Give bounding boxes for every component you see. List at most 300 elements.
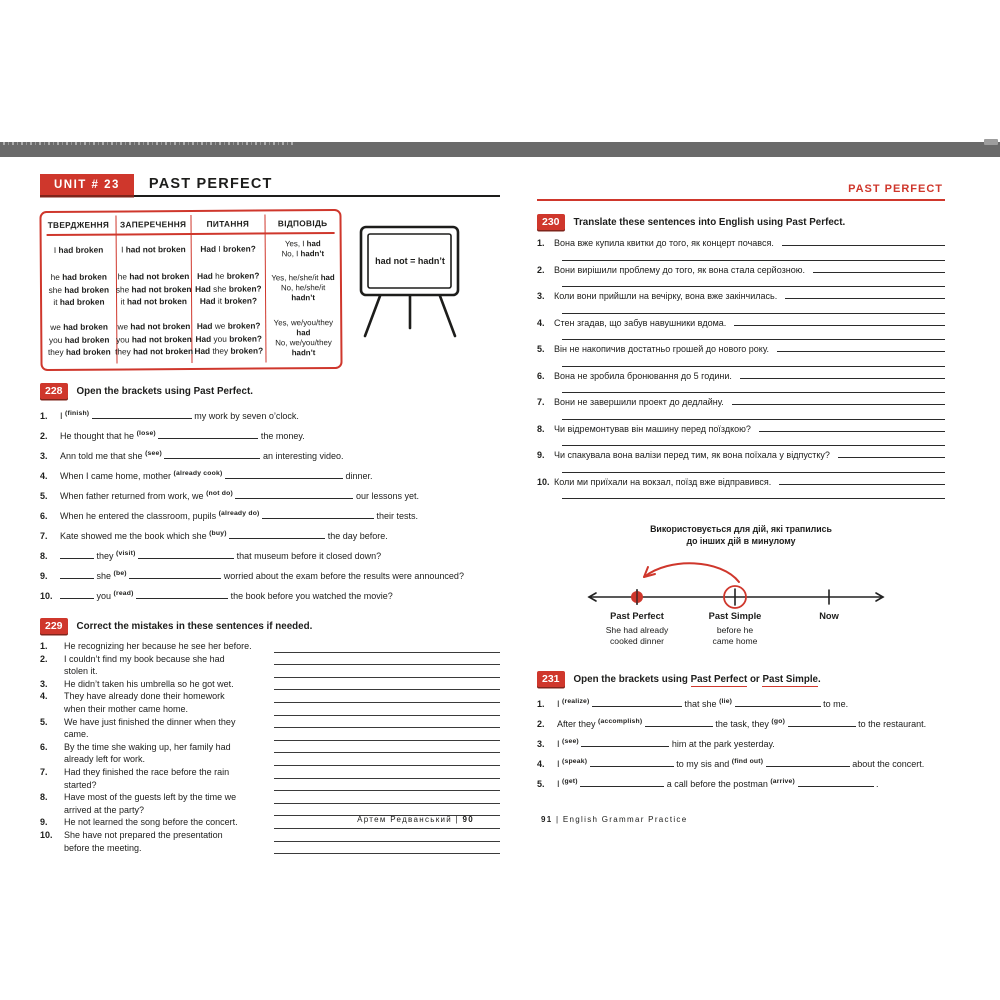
item-text: Коли ми приїхали на вокзал, поїзд вже відправився. bbox=[554, 476, 772, 487]
item-text: you bbox=[94, 591, 114, 601]
item-number: 8. bbox=[537, 423, 545, 434]
exercise-number-badge: 230 bbox=[537, 214, 565, 230]
answer-blank bbox=[788, 718, 856, 727]
verb-hint: (realize) bbox=[562, 698, 590, 705]
item-number: 8. bbox=[40, 792, 48, 803]
item-number: 9. bbox=[537, 450, 545, 460]
answer-blank-line bbox=[274, 716, 500, 729]
exercise-item bbox=[40, 525, 500, 545]
board-text: had not = hadn’t bbox=[375, 256, 445, 266]
item-number: 7. bbox=[537, 397, 545, 407]
exercise-number-badge: 231 bbox=[537, 671, 565, 687]
answer-blank bbox=[138, 550, 234, 559]
answer-blank bbox=[813, 263, 945, 273]
answer-blank-line bbox=[274, 728, 500, 741]
verb-hint: (get) bbox=[562, 778, 578, 785]
table-cell: I had broken bbox=[53, 244, 104, 256]
grammar-table-column bbox=[116, 215, 192, 364]
verb-hint: (speak) bbox=[562, 758, 588, 765]
item-text: I bbox=[557, 739, 563, 749]
exercise-item bbox=[537, 773, 945, 793]
exercise-item bbox=[40, 445, 500, 465]
table-header-cell: ЗАПЕРЕЧЕННЯ bbox=[119, 219, 187, 230]
table-cell: we had not broken bbox=[117, 321, 191, 332]
table-cell: it had broken bbox=[53, 296, 105, 308]
item-row bbox=[537, 448, 945, 462]
table-group bbox=[44, 268, 114, 312]
answer-blank bbox=[740, 369, 945, 379]
board-leg-right bbox=[440, 296, 455, 336]
answer-blank bbox=[580, 778, 664, 787]
exercise-item bbox=[40, 465, 500, 485]
answer-blank bbox=[129, 570, 221, 579]
timeline-label-title: Past Perfect bbox=[610, 611, 664, 621]
exercise-item bbox=[537, 713, 945, 733]
timeline-label bbox=[606, 611, 669, 646]
exercise-item bbox=[40, 425, 500, 445]
answer-blank-line bbox=[562, 250, 945, 261]
answer-blank-line bbox=[274, 791, 500, 804]
answer-blank bbox=[779, 475, 945, 485]
table-cell: it had not broken bbox=[120, 296, 187, 307]
exercise-item bbox=[40, 829, 500, 854]
answer-blank bbox=[590, 758, 674, 767]
item-text: Вони не завершили проект до дедлайну. bbox=[554, 397, 724, 407]
timeline-label bbox=[819, 611, 839, 621]
left-page bbox=[40, 158, 500, 858]
item-text: Have most of the guests left by the time we arrived at the party? bbox=[64, 792, 237, 815]
table-cell: they had broken bbox=[47, 346, 111, 358]
item-number: 2. bbox=[40, 431, 48, 441]
item-row bbox=[537, 395, 945, 409]
exercise-item bbox=[40, 405, 500, 425]
answer-blank-line bbox=[274, 653, 500, 666]
item-number: 9. bbox=[40, 817, 48, 828]
item-text: By the time she waking up, her family had already left for work. bbox=[64, 741, 231, 765]
item-text: He recognizing her because he see her before. bbox=[64, 641, 252, 651]
viewer-top-bar bbox=[0, 142, 1000, 157]
item-text: He didn’t taken his umbrella so he got wet. bbox=[64, 678, 234, 689]
answer-blank bbox=[735, 698, 821, 707]
page-title: PAST PERFECT bbox=[148, 176, 273, 192]
table-header-cell: ВІДПОВІДЬ bbox=[277, 218, 328, 229]
footer-author: Артем Редванський | bbox=[357, 815, 463, 824]
item-number: 6. bbox=[40, 741, 48, 752]
verb-hint: (not do) bbox=[206, 490, 233, 497]
exercise-item bbox=[40, 585, 500, 605]
table-cell: No, we/you/they bbox=[275, 338, 332, 348]
exercise-item bbox=[537, 236, 945, 261]
table-cell: Had he broken? bbox=[197, 270, 260, 282]
answer-blank-line bbox=[562, 409, 945, 420]
item-row bbox=[537, 263, 945, 277]
answer-lines bbox=[274, 653, 500, 678]
answer-blank bbox=[734, 316, 945, 326]
table-group bbox=[268, 235, 338, 262]
table-group bbox=[193, 235, 263, 262]
item-text: I bbox=[557, 759, 563, 769]
answer-blank bbox=[225, 470, 343, 479]
table-cell: Had she broken? bbox=[195, 283, 262, 294]
item-number: 3. bbox=[40, 451, 48, 461]
item-text: to me. bbox=[820, 699, 849, 709]
exercise-item bbox=[40, 766, 500, 791]
item-row bbox=[537, 316, 945, 330]
timeline-graphic bbox=[581, 555, 891, 611]
item-number: 2. bbox=[537, 264, 545, 275]
board-leg-left bbox=[365, 296, 380, 336]
table-header-cell: ТВЕРДЖЕННЯ bbox=[47, 219, 110, 230]
item-text: him at the park yesterday. bbox=[669, 739, 775, 749]
right-page-footer bbox=[541, 815, 687, 824]
item-number: 10. bbox=[40, 829, 53, 840]
item-text: Ann told me that she bbox=[60, 451, 146, 461]
grammar-table-column bbox=[41, 216, 117, 365]
item-row bbox=[537, 236, 945, 250]
timeline-label-title: Now bbox=[819, 611, 839, 621]
verb-hint: (arrive) bbox=[770, 778, 795, 785]
answer-blank bbox=[60, 590, 94, 599]
verb-hint: (see) bbox=[562, 738, 579, 745]
item-number: 4. bbox=[40, 691, 48, 702]
verb-hint: (finish) bbox=[65, 410, 90, 417]
clipped-text-remnant bbox=[3, 142, 295, 145]
timeline-label-example: She had already cooked dinner bbox=[605, 625, 669, 646]
exercise-item bbox=[537, 289, 945, 314]
table-group bbox=[115, 315, 194, 363]
exercise-230-header bbox=[537, 214, 945, 230]
item-number: 4. bbox=[537, 317, 545, 328]
answer-lines bbox=[274, 829, 500, 854]
item-text: Вона не зробила бронювання до 5 години. bbox=[554, 370, 732, 381]
exercise-item bbox=[537, 693, 945, 713]
answer-blank bbox=[777, 342, 945, 352]
exercise-item bbox=[537, 733, 945, 753]
grammar-table-column bbox=[266, 214, 341, 363]
verb-hint: (find out) bbox=[731, 758, 764, 765]
item-text: She have not prepared the presentation before the meeting. bbox=[64, 829, 223, 853]
item-text: I bbox=[557, 779, 563, 789]
table-cell: she had not broken bbox=[115, 283, 192, 295]
item-text: Стен згадав, що забув навушники вдома. bbox=[554, 317, 727, 328]
item-text: I couldn’t find my book because she had stolen it. bbox=[64, 653, 225, 677]
exercise-231 bbox=[537, 671, 945, 793]
exercise-item bbox=[40, 565, 500, 585]
footer-book-title: | English Grammar Practice bbox=[552, 815, 688, 824]
answer-lines bbox=[274, 690, 500, 715]
item-row bbox=[537, 422, 945, 436]
item-text: dinner. bbox=[342, 471, 373, 481]
exercise-item bbox=[537, 263, 945, 288]
exercise-item bbox=[537, 475, 945, 500]
table-cell: Had we broken? bbox=[196, 320, 261, 332]
answer-blank-line bbox=[562, 382, 945, 393]
exercise-item bbox=[537, 369, 945, 394]
right-page bbox=[537, 158, 945, 858]
answer-lines bbox=[274, 766, 500, 791]
item-number: 2. bbox=[40, 653, 48, 664]
item-text: that museum before it closed down? bbox=[234, 551, 382, 561]
item-text: I bbox=[557, 699, 563, 709]
answer-blank-line bbox=[562, 356, 945, 367]
item-number: 10. bbox=[40, 591, 53, 601]
item-number: 6. bbox=[537, 370, 545, 381]
item-text: . bbox=[873, 779, 879, 789]
table-group bbox=[194, 314, 264, 362]
answer-blank-line bbox=[562, 435, 945, 446]
title-text: . bbox=[818, 673, 821, 685]
exercise-229-header bbox=[40, 618, 500, 634]
item-text: They have already done their homework when their mother came home. bbox=[64, 691, 225, 714]
item-text: the task, they bbox=[712, 719, 772, 729]
item-text: the money. bbox=[258, 431, 305, 441]
answer-blank bbox=[766, 758, 850, 767]
answer-blank bbox=[60, 570, 94, 579]
title-text: or bbox=[747, 673, 763, 685]
verb-hint: (be) bbox=[113, 570, 127, 577]
exercise-item bbox=[537, 395, 945, 420]
item-row bbox=[537, 475, 945, 489]
answer-blank-line bbox=[274, 753, 500, 766]
item-number: 3. bbox=[537, 291, 545, 301]
item-number: 9. bbox=[40, 571, 48, 581]
table-cell: Had you broken? bbox=[195, 333, 262, 344]
answer-blank bbox=[645, 718, 713, 727]
title-text: Open the brackets using bbox=[573, 673, 691, 685]
table-cell: you had broken bbox=[48, 334, 110, 345]
exercise-title: Translate these sentences into English using Past Perfect. bbox=[573, 216, 846, 228]
item-number: 10. bbox=[537, 476, 550, 487]
answer-blank bbox=[798, 778, 874, 787]
item-number: 8. bbox=[40, 551, 48, 561]
answer-blank bbox=[158, 430, 258, 439]
exercise-228-header bbox=[40, 383, 500, 399]
answer-blank-line bbox=[562, 303, 945, 314]
item-text: an interesting video. bbox=[260, 451, 344, 461]
item-text: our lessons yet. bbox=[353, 491, 419, 501]
exercise-item bbox=[40, 716, 500, 741]
exercise-title bbox=[574, 674, 821, 685]
verb-hint: (already cook) bbox=[173, 470, 223, 477]
footer-page-number: 90 bbox=[462, 815, 474, 824]
answer-blank-line bbox=[274, 829, 500, 842]
exercise-item bbox=[40, 678, 500, 691]
answer-blank-line bbox=[562, 276, 945, 287]
item-row bbox=[537, 342, 945, 356]
item-number: 5. bbox=[537, 344, 545, 354]
answer-blank bbox=[592, 698, 682, 707]
table-cell: had bbox=[296, 328, 311, 338]
answer-blank bbox=[581, 738, 669, 747]
item-number: 1. bbox=[40, 641, 48, 651]
timeline-labels bbox=[581, 611, 901, 655]
answer-blank bbox=[262, 510, 374, 519]
verb-hint: (see) bbox=[145, 450, 162, 457]
table-group bbox=[44, 316, 114, 364]
answer-blank-line bbox=[274, 766, 500, 779]
answer-blank-line bbox=[274, 690, 500, 703]
answer-blank bbox=[229, 530, 325, 539]
item-text: worried about the exam before the results were announced? bbox=[221, 571, 464, 581]
answer-blank bbox=[785, 289, 945, 299]
table-cell: Had they broken? bbox=[194, 345, 264, 357]
answer-blank-line bbox=[274, 703, 500, 716]
verb-hint: (lose) bbox=[136, 430, 156, 437]
scrollbar-thumb[interactable] bbox=[984, 139, 998, 145]
item-number: 6. bbox=[40, 511, 48, 521]
table-cell: hadn’t bbox=[291, 293, 316, 303]
answer-blank-line bbox=[274, 640, 500, 653]
item-text: the book before you watched the movie? bbox=[228, 591, 393, 601]
exercise-item bbox=[40, 690, 500, 715]
running-head: PAST PERFECT bbox=[537, 158, 945, 201]
exercise-item bbox=[40, 653, 500, 678]
item-text: the day before. bbox=[325, 531, 388, 541]
exercise-number-badge: 228 bbox=[40, 383, 68, 399]
answer-blank-line bbox=[274, 678, 500, 691]
item-number: 2. bbox=[537, 719, 545, 729]
table-cell: No, he/she/it bbox=[280, 283, 326, 293]
answer-blank bbox=[235, 490, 353, 499]
item-number: 1. bbox=[40, 411, 48, 421]
item-text: He not learned the song before the concert. bbox=[64, 817, 238, 828]
verb-hint: (lie) bbox=[719, 698, 733, 705]
back-in-time-arrow bbox=[644, 563, 739, 582]
answer-blank-line bbox=[274, 665, 500, 678]
answer-lines bbox=[274, 791, 500, 816]
table-cell: he had not broken bbox=[117, 271, 190, 282]
table-cell: No, I hadn’t bbox=[281, 248, 325, 258]
item-row bbox=[537, 369, 945, 383]
item-text: Вони вирішили проблему до того, як вона стала серйозною. bbox=[554, 264, 805, 275]
item-number: 3. bbox=[537, 739, 545, 749]
table-group bbox=[115, 267, 192, 311]
table-group bbox=[193, 266, 263, 310]
item-text: When I came home, mother bbox=[60, 471, 174, 481]
item-text: about the concert. bbox=[849, 759, 925, 769]
answer-lines bbox=[274, 678, 500, 691]
exercise-item bbox=[537, 342, 945, 367]
exercise-228 bbox=[40, 383, 500, 605]
unit-badge: UNIT # 23 bbox=[40, 174, 134, 195]
item-text: When he entered the classroom, pupils bbox=[60, 511, 219, 521]
grammar-section bbox=[40, 210, 500, 370]
item-number: 7. bbox=[40, 766, 48, 777]
item-text: Had they finished the race before the rain started? bbox=[64, 766, 230, 790]
answer-blank bbox=[732, 395, 945, 405]
item-text: We have just finished the dinner when they came. bbox=[64, 716, 236, 740]
answer-blank-line bbox=[562, 462, 945, 473]
item-number: 7. bbox=[40, 531, 48, 541]
grammar-table-column bbox=[191, 214, 267, 363]
exercise-item bbox=[40, 505, 500, 525]
answer-lines bbox=[274, 741, 500, 766]
item-number: 5. bbox=[40, 491, 48, 501]
item-text: that she bbox=[682, 699, 720, 709]
item-text: Чи спакувала вона валізи перед тим, як вона поїхала у відпустку? bbox=[554, 450, 830, 460]
exercise-title: Correct the mistakes in these sentences if needed. bbox=[76, 620, 313, 632]
item-number: 4. bbox=[537, 759, 545, 769]
item-text: After they bbox=[557, 719, 599, 729]
verb-hint: (go) bbox=[771, 718, 786, 725]
table-cell: Yes, we/you/they bbox=[273, 318, 334, 328]
table-cell: Had I broken? bbox=[200, 243, 256, 255]
table-cell: they had not broken bbox=[115, 346, 194, 357]
footer-page-number: 91 bbox=[541, 815, 553, 824]
verb-hint: (read) bbox=[113, 590, 134, 597]
verb-hint: (visit) bbox=[116, 550, 136, 557]
item-text: Чи відремонтував він машину перед поїздкою? bbox=[554, 423, 751, 434]
blackboard-illustration bbox=[356, 220, 464, 347]
item-text: to my sis and bbox=[673, 759, 732, 769]
verb-hint: (accomplish) bbox=[598, 718, 643, 725]
exercise-item bbox=[537, 753, 945, 773]
underlined-term: Past Perfect bbox=[690, 673, 748, 685]
item-text: my work by seven o’clock. bbox=[191, 411, 299, 421]
timeline-label-example: before he came home bbox=[712, 625, 758, 646]
exercise-item bbox=[537, 316, 945, 341]
exercise-title: Open the brackets using Past Perfect. bbox=[76, 385, 253, 397]
exercise-number-badge: 229 bbox=[40, 618, 68, 634]
table-cell: she had broken bbox=[48, 284, 110, 295]
unit-header bbox=[40, 174, 500, 197]
answer-blank-line bbox=[274, 842, 500, 855]
verb-hint: (already do) bbox=[218, 510, 260, 517]
answer-lines bbox=[274, 716, 500, 741]
table-group bbox=[118, 236, 188, 263]
table-group bbox=[44, 237, 114, 264]
item-text: to the restaurant. bbox=[855, 719, 927, 729]
left-page-footer bbox=[357, 815, 474, 824]
item-number: 1. bbox=[537, 699, 545, 709]
table-cell: I had not broken bbox=[121, 244, 186, 255]
exercise-item bbox=[40, 545, 500, 565]
exercise-item bbox=[537, 422, 945, 447]
timeline-diagram bbox=[581, 523, 901, 655]
item-text: He thought that he bbox=[60, 431, 137, 441]
timeline-label bbox=[709, 611, 762, 646]
exercise-item bbox=[40, 791, 500, 816]
timeline-label-title: Past Simple bbox=[708, 611, 762, 621]
answer-blank bbox=[838, 448, 945, 458]
answer-blank bbox=[782, 236, 945, 246]
item-text: she bbox=[94, 571, 114, 581]
item-number: 5. bbox=[40, 716, 48, 727]
item-text: Kate showed me the book which she bbox=[60, 531, 210, 541]
answer-lines bbox=[274, 640, 500, 653]
table-cell: Had it broken? bbox=[199, 295, 258, 307]
item-number: 3. bbox=[40, 678, 48, 689]
table-cell: Yes, I had bbox=[284, 238, 321, 248]
table-cell: you had not broken bbox=[116, 333, 192, 345]
timeline-caption: Використовується для дій, які трапились до інших дій в минулому bbox=[650, 524, 832, 546]
item-text: I bbox=[60, 411, 66, 421]
table-cell: we had broken bbox=[50, 321, 108, 333]
item-number: 1. bbox=[537, 238, 545, 248]
verb-hint: (buy) bbox=[209, 530, 227, 537]
answer-blank bbox=[759, 422, 945, 432]
exercise-230 bbox=[537, 214, 945, 499]
item-number: 4. bbox=[40, 471, 48, 481]
item-text: their tests. bbox=[374, 511, 419, 521]
answer-blank bbox=[164, 450, 260, 459]
item-text: Він не накопичив достатньо грошей до нового року. bbox=[554, 344, 769, 354]
item-text: they bbox=[94, 551, 117, 561]
table-group bbox=[268, 314, 338, 362]
answer-blank bbox=[92, 410, 192, 419]
exercise-item bbox=[40, 741, 500, 766]
item-number: 5. bbox=[537, 779, 545, 789]
